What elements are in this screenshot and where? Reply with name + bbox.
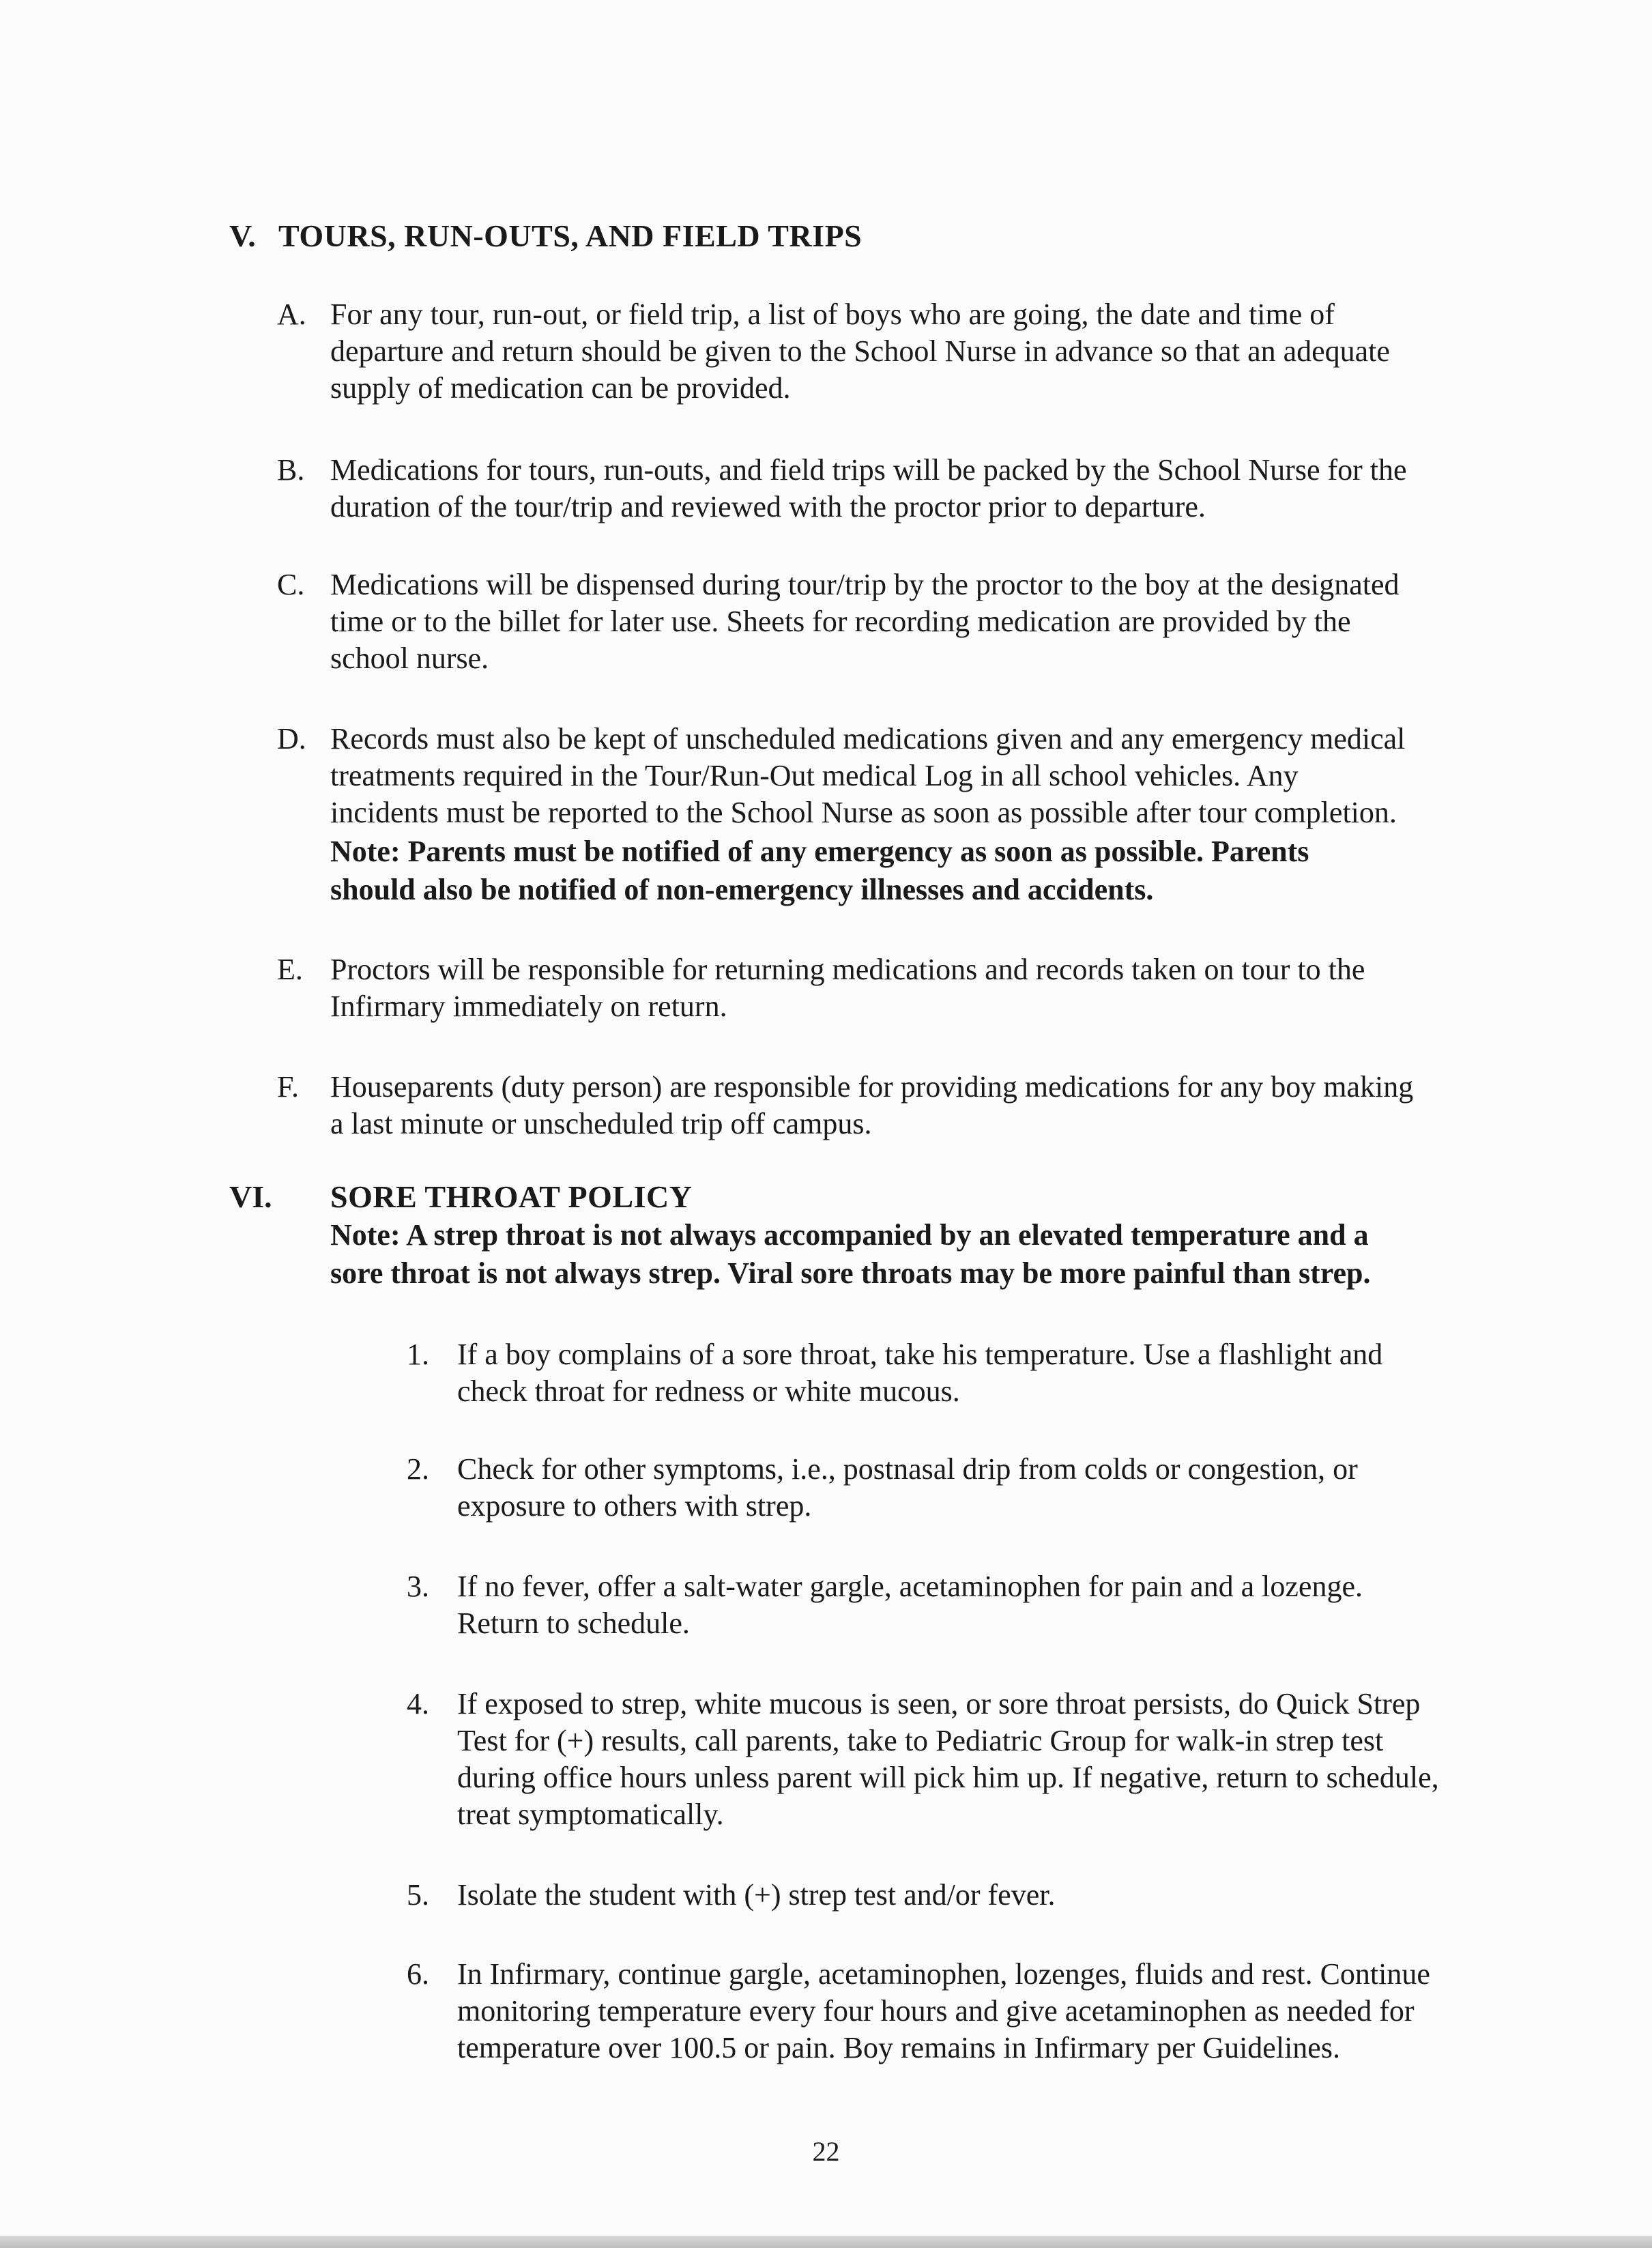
item-f-text: Houseparents (duty person) are responsible for providing medications for any boy making a last minute or unscheduled trip off campus.	[330, 1070, 1414, 1140]
page-number: 22	[812, 2136, 840, 2167]
item-3-label: 3.	[407, 1570, 429, 1603]
section-v-number: V.	[229, 218, 256, 253]
item-5-label: 5.	[407, 1878, 429, 1912]
item-b-label: B.	[277, 453, 305, 487]
item-2-text: Check for other symptoms, i.e., postnasal drip from colds or congestion, or exposure to others with strep.	[457, 1452, 1358, 1523]
item-c-label: C.	[277, 568, 305, 601]
item-d-note: Note: Parents must be notified of any emergency as soon as possible. Parents should also be notified of non-emergency illnesses and accidents.	[330, 835, 1309, 906]
item-2-label: 2.	[407, 1452, 429, 1486]
item-a-label: A.	[277, 298, 306, 331]
item-1-label: 1.	[407, 1338, 429, 1371]
item-e-label: E.	[277, 953, 303, 986]
item-f-label: F.	[277, 1070, 299, 1104]
item-4-text: If exposed to strep, white mucous is seen, or sore throat persists, do Quick Strep Test for (+) results, call parents, take to Pediatric Group for walk-in strep test during office hours unless parent will pick him up. If negative, return to schedule, treat symptomatically.	[457, 1687, 1439, 1831]
item-e-text: Proctors will be responsible for returning medications and records taken on tour to the Infirmary immediately on return.	[330, 953, 1365, 1023]
section-vi-title: SORE THROAT POLICY	[330, 1179, 693, 1214]
scan-bottom-edge	[0, 2236, 1652, 2248]
item-4-label: 4.	[407, 1687, 429, 1720]
item-b-text: Medications for tours, run-outs, and field trips will be packed by the School Nurse for the duration of the tour/trip and reviewed with the proctor prior to departure.	[330, 453, 1407, 523]
item-5-text: Isolate the student with (+) strep test and/or fever.	[457, 1878, 1056, 1912]
section-vi-number: VI.	[229, 1179, 272, 1214]
item-a-text: For any tour, run-out, or field trip, a list of boys who are going, the date and time of departure and return should be given to the School Nurse in advance so that an adequate supply of medication can be provided.	[330, 298, 1390, 405]
item-d-label: D.	[277, 722, 306, 755]
item-3-text: If no fever, offer a salt-water gargle, acetaminophen for pain and a lozenge. Return to schedule.	[457, 1570, 1363, 1640]
item-d-text: Records must also be kept of unscheduled medications given and any emergency medical treatments required in the Tour/Run-Out medical Log in all school vehicles. Any incidents must be reported to the School Nurse as soon as possible after tour completion.	[330, 722, 1406, 829]
item-1-text: If a boy complains of a sore throat, take his temperature. Use a flashlight and check throat for redness or white mucous.	[457, 1338, 1383, 1408]
item-c-text: Medications will be dispensed during tour/trip by the proctor to the boy at the designated time or to the billet for later use. Sheets for recording medication are provided by the school nurse.	[330, 568, 1400, 675]
item-6-text: In Infirmary, continue gargle, acetaminophen, lozenges, fluids and rest. Continue monitoring temperature every four hours and give acetaminophen as needed for temperature over 100.5 or pain. Boy remains in Infirmary per Guidelines.	[457, 1957, 1430, 2064]
section-v-title: TOURS, RUN-OUTS, AND FIELD TRIPS	[278, 218, 863, 253]
section-vi-note: Note: A strep throat is not always accompanied by an elevated temperature and a sore throat is not always strep. Viral sore throats may be more painful than strep.	[330, 1218, 1371, 1290]
item-6-label: 6.	[407, 1957, 429, 1991]
